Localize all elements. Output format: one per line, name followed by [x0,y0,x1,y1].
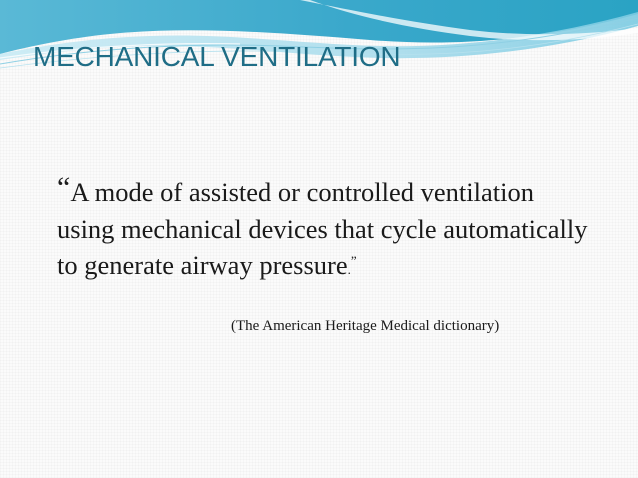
slide-title: MECHANICAL VENTILATION [33,41,401,72]
definition-text: A mode of assisted or controlled ventilation using mechanical devices that cycle automatically to generate airway pressure [57,177,588,280]
quote-end-period: . [347,262,351,277]
open-quote-mark: “ [57,171,71,204]
definition-quote [57,171,597,289]
quote-source: (The American Heritage Medical dictionary) [231,318,500,334]
close-quote-mark: ” [350,253,357,268]
